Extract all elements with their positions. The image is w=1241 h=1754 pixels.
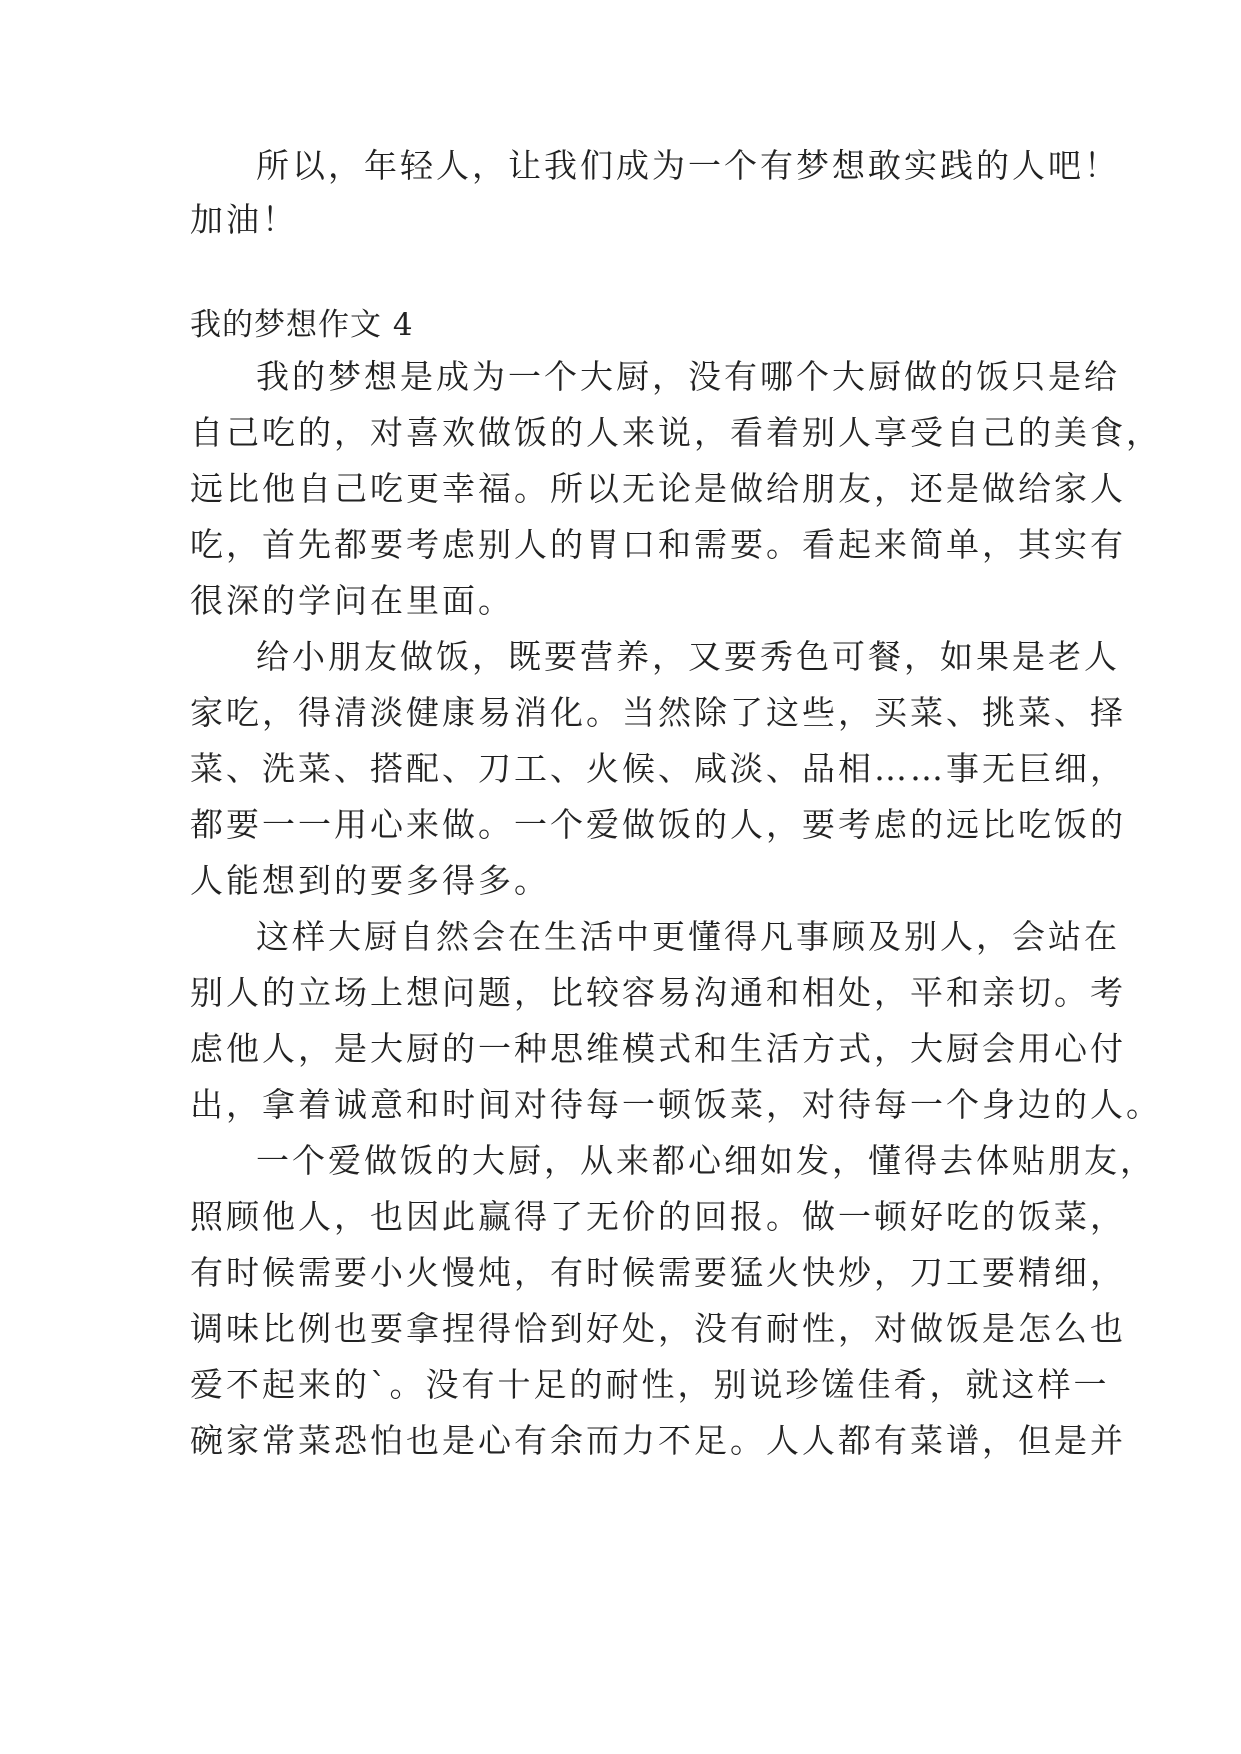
- paragraph-line: 一个爱做饭的大厨，从来都心细如发，懂得去体贴朋友，: [256, 1141, 1156, 1180]
- paragraph-line: 人能想到的要多得多。: [190, 861, 550, 900]
- paragraph-line: 出，拿着诚意和时间对待每一顿饭菜，对待每一个身边的人。: [190, 1085, 1162, 1124]
- paragraph-line: 很深的学问在里面。: [190, 581, 514, 620]
- paragraph-line: 别人的立场上想问题，比较容易沟通和相处，平和亲切。考: [190, 973, 1126, 1012]
- paragraph-line: 虑他人，是大厨的一种思维模式和生活方式，大厨会用心付: [190, 1029, 1126, 1068]
- paragraph-line: 菜、洗菜、搭配、刀工、火候、咸淡、品相……事无巨细，: [190, 749, 1126, 788]
- paragraph-line: 家吃，得清淡健康易消化。当然除了这些，买菜、挑菜、择: [190, 693, 1126, 732]
- paragraph-line: 照顾他人，也因此赢得了无价的回报。做一顿好吃的饭菜，: [190, 1197, 1126, 1236]
- paragraph-line: 都要一一用心来做。一个爱做饭的人，要考虑的远比吃饭的: [190, 805, 1126, 844]
- paragraph-line: 给小朋友做饭，既要营养，又要秀色可餐，如果是老人: [256, 637, 1120, 676]
- paragraph-line: 调味比例也要拿捏得恰到好处，没有耐性，对做饭是怎么也: [190, 1309, 1126, 1348]
- paragraph-line: 自己吃的，对喜欢做饭的人来说，看着别人享受自己的美食，: [190, 413, 1162, 452]
- paragraph-line: 爱不起来的`。没有十足的耐性，别说珍馐佳肴，就这样一: [190, 1365, 1110, 1404]
- section-title: 我的梦想作文 4: [190, 307, 414, 343]
- closing-line-2: 加油！: [190, 200, 298, 239]
- closing-line-1: 所以，年轻人，让我们成为一个有梦想敢实践的人吧！: [256, 146, 1120, 185]
- paragraph-line: 吃，首先都要考虑别人的胃口和需要。看起来简单，其实有: [190, 525, 1126, 564]
- paragraph-line: 碗家常菜恐怕也是心有余而力不足。人人都有菜谱，但是并: [190, 1421, 1126, 1460]
- paragraph-line: 远比他自己吃更幸福。所以无论是做给朋友，还是做给家人: [190, 469, 1126, 508]
- paragraph-line: 我的梦想是成为一个大厨，没有哪个大厨做的饭只是给: [256, 357, 1120, 396]
- paragraph-line: 有时候需要小火慢炖，有时候需要猛火快炒，刀工要精细，: [190, 1253, 1126, 1292]
- paragraph-line: 这样大厨自然会在生活中更懂得凡事顾及别人，会站在: [256, 917, 1120, 956]
